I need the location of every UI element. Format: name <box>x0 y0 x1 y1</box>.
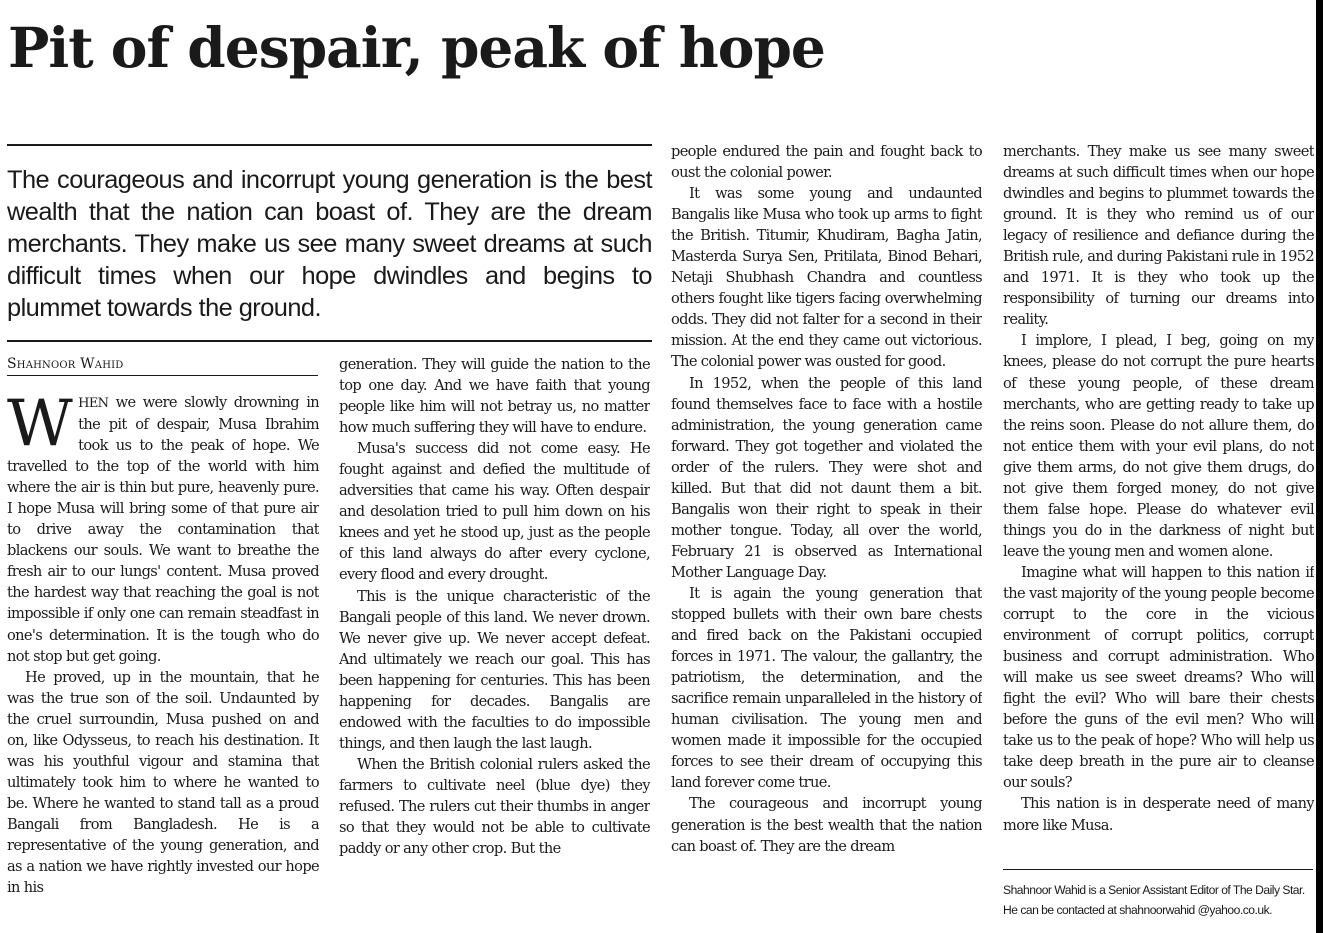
paragraph: people endured the pain and fought back to oust the colonial power. <box>671 143 982 182</box>
paragraph: It was some young and undaunted Bangalis like Musa who took up arms to fight the British. Titumir, Khudiram, Bagha Jatin, Masterda Surya Sen, Pritilata, Binod Behari, Netaji Shubhash Chandra and countless others fought like tigers facing overwhelming odds. They did not falter for a second in their mission. At the end they came out victorious. The colonial power was ousted for good. <box>671 185 982 371</box>
paragraph: This is the unique characteristic of the Bangali people of this land. We never drown. We never give up. We never accept defeat. And ultimately we reach our goal. This has been happening for centuries. This has been happening for decades. Bangalis are endowed with the faculties to do impossible things, and then laugh the last laugh. <box>339 587 650 752</box>
deck-summary: The courageous and incorrupt young generation is the best wealth that the nation can boast of. They are the dream merchants. They make us see many sweet dreams at such difficult times when our hope dwindles and begins to plummet towards the ground. <box>7 166 652 322</box>
author-note-rule <box>1003 869 1313 870</box>
paragraph: generation. They will guide the nation to the top one day. And we have faith that young people like him will not betray us, no matter how much suffering they will have to endure. <box>339 356 650 437</box>
byline: Shahnoor Wahid <box>7 356 124 372</box>
deck-bottom-rule <box>7 340 652 342</box>
paragraph-text: we were slowly drowning in the pit of despair, Musa Ibrahim took us to the peak of hope. We travelled to the top of the world with him where the air is thin but pure, heavenly pure. I hope Musa will bring some of that pure air to drive away the contamination that blackens our souls. We want to breathe the fresh air to our lungs' content. Musa proved the hardest way that reaching the goal is not impossible if only one can remain steadfast in one's determination. It is the tough who do not stop but get going. <box>7 394 319 665</box>
paragraph: Musa's success did not come easy. He fought against and defied the multitude of adversities that came his way. Often despair and desolation tried to pull him down on his knees and yet he stood up, just as the people of this land always do after every cyclone, every flood and every drought. <box>339 440 650 584</box>
column-3 <box>671 141 982 922</box>
column-4 <box>1003 141 1314 859</box>
paragraph: In 1952, when the people of this land found themselves face to face with a hostile administration, the young generation came forward. They got together and violated the order of the rulers. They were shot and killed. But that did not daunt them a bit. Bangalis won their right to speak in their mother tongue. Today, all over the world, February 21 is observed as International Mother Language Day. <box>671 374 982 581</box>
paragraph: The courageous and incorrupt young generation is the best wealth that the nation can boast of. They are the dream <box>671 795 982 855</box>
paragraph: I implore, I plead, I beg, going on my knees, please do not corrupt the pure hearts of these young people, of these dream merchants, who are getting ready to take up the reins soon. Please do not allure them, do not entice them with your evil plans, do not give them arms, do not give them drugs, do not give them forged money, do not give them false hope. Please do whatever evil things you do in the darkness of night but leave the young men and women alone. <box>1003 332 1314 560</box>
column-1 <box>7 392 319 922</box>
paragraph: He proved, up in the mountain, that he was the true son of the soil. Undaunted by the cruel surroundin, Musa pushed on and on, like Odysseus, to reach his destination. It was his youthful vigour and stamina that ultimately took him to where he wanted to be. Where he wanted to stand tall as a proud Bangali from Bangladesh. He is a representative of the young generation, and as a nation we have rightly invested our hope in his <box>7 668 319 897</box>
paragraph: Imagine what will happen to this nation if the vast majority of the young people become corrupt to the core in the vicious environment of corrupt politics, corrupt business and corrupt administration. Who will make us see sweet dreams? Who will fight the evil? Who will bare their chests before the guns of the evil men? Who will take us to the peak of hope? Who will help us take deep breath in the pure air to cleanse our souls? <box>1003 563 1314 792</box>
paragraph: merchants. They make us see many sweet dreams at such difficult times when our hope dwindles and begins to plummet towards the ground. It is they who remind us of our legacy of resilience and defiance during the British rule, and during Pakistani rule in 1952 and 1971. It is they who took up the responsibility of turning our dreams into reality. <box>1003 143 1314 329</box>
page-edge <box>1316 0 1323 933</box>
column-2 <box>339 354 650 922</box>
lead-caps: HEN <box>78 396 109 411</box>
paragraph: This nation is in desperate need of many more like Musa. <box>1003 795 1314 834</box>
deck-top-rule <box>7 144 652 146</box>
paragraph <box>7 392 319 667</box>
paragraph: When the British colonial rulers asked the farmers to cultivate neel (blue dye) they refused. The rulers cut their thumbs in anger so that they would not be able to cultivate paddy or any other crop. But the <box>339 755 650 858</box>
drop-cap: W <box>7 392 73 461</box>
paragraph: It is again the young generation that stopped bullets with their own bare chests and fired back on the Pakistani occupied forces in 1971. The valour, the gallantry, the patriotism, the determination, and the sacrifice remain unparalleled in the history of human civilisation. The young men and women made it impossible for the occupied forces to see their dream of occupying this land forever come true. <box>671 584 982 792</box>
byline-rule <box>7 375 318 376</box>
author-note: Shahnoor Wahid is a Senior Assistant Editor of The Daily Star. He can be contacted at shahnoorwahid @yahoo.co.uk. <box>1003 883 1305 917</box>
headline: Pit of despair, peak of hope <box>8 15 825 80</box>
